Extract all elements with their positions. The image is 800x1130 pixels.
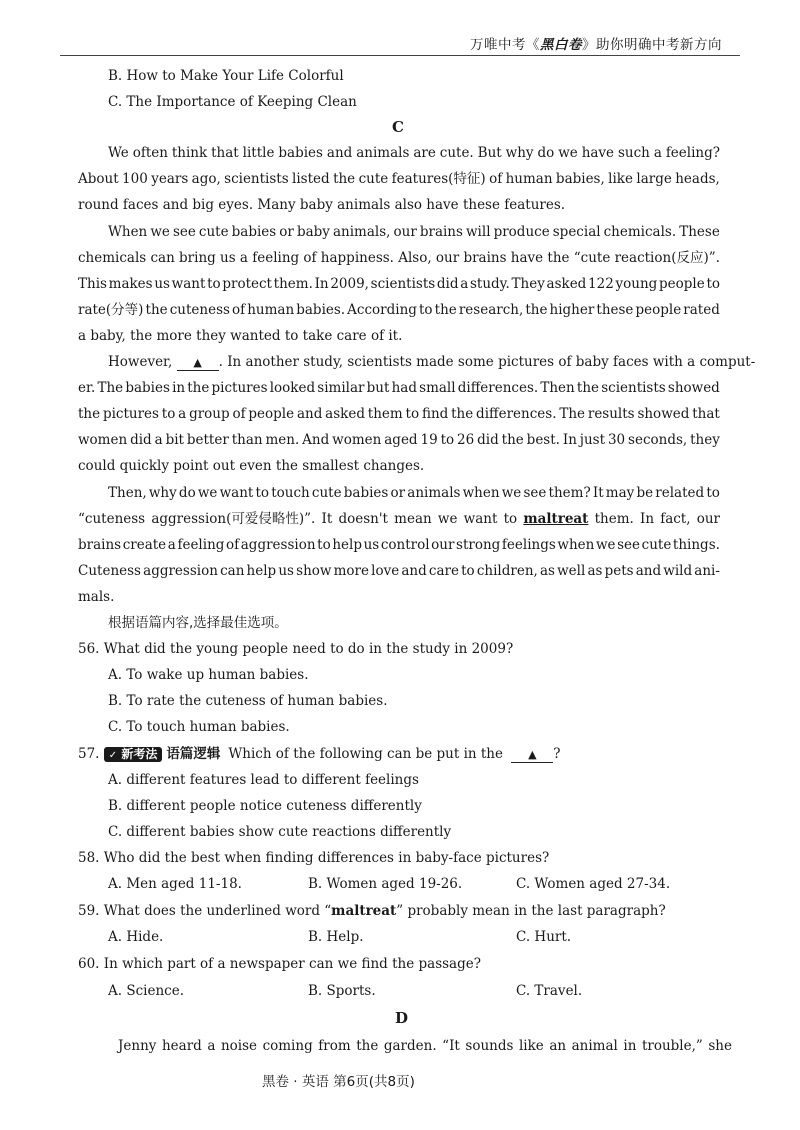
word: “cute [573, 250, 611, 266]
word: aggression [143, 563, 218, 579]
q58-option-c[interactable]: C. Women aged 27-34. [516, 876, 671, 892]
word: little [242, 145, 275, 161]
word: results [587, 406, 635, 422]
header-divider [60, 55, 740, 56]
word: similar [317, 380, 365, 396]
word: more [333, 563, 369, 579]
word: But [477, 145, 502, 161]
word: to [706, 276, 720, 292]
word: touch [271, 485, 310, 501]
word: The [97, 380, 124, 396]
passage-line-maltreat [78, 513, 720, 527]
word: asked [325, 406, 365, 422]
word: than [231, 432, 263, 448]
word: pictures [102, 406, 159, 422]
word: things. [672, 537, 720, 553]
word: may [605, 485, 635, 501]
word: And [302, 432, 330, 448]
word: see [617, 537, 641, 553]
triangle-marker-icon: ▲ [193, 356, 202, 369]
word: doesn't [338, 511, 388, 527]
q60-option-b[interactable]: B. Sports. [308, 983, 376, 999]
word: best. [526, 432, 560, 448]
word: have [581, 145, 615, 161]
word: trouble,” [641, 1038, 703, 1054]
word: be [636, 485, 654, 501]
passage-line [78, 539, 720, 553]
word: babies [278, 145, 323, 161]
word: human [247, 302, 295, 318]
word: ago, [191, 171, 221, 187]
word: did [477, 432, 499, 448]
word: and [326, 145, 353, 161]
word: showed [667, 380, 720, 396]
word: looked [269, 380, 316, 396]
word: babies, [555, 171, 605, 187]
word: rate(分等) [78, 302, 144, 318]
word: we [501, 485, 522, 501]
word: Jenny [118, 1038, 157, 1054]
prev-option-c: C. The Importance of Keeping Clean [108, 94, 357, 110]
word: cute. [439, 145, 474, 161]
word: cute [198, 224, 229, 240]
word: to [317, 537, 331, 553]
word: related [655, 485, 705, 501]
word: animals, [332, 224, 391, 240]
word: from [318, 1038, 351, 1054]
word: or [390, 485, 406, 501]
word: “It [442, 1038, 460, 1054]
word: us [363, 537, 380, 553]
word: the [501, 432, 524, 448]
passage-line: round faces and big eyes. Many baby animals also have these features. [78, 197, 566, 213]
word: listed [292, 171, 330, 187]
word: want [463, 511, 498, 527]
word: differences. [476, 406, 557, 422]
word: well [557, 563, 586, 579]
word: to [419, 302, 433, 318]
q59-option-b[interactable]: B. Help. [308, 929, 364, 945]
word: them [367, 406, 403, 422]
section-c-label: C [392, 118, 404, 136]
prev-option-b: B. How to Make Your Life Colorful [108, 68, 344, 84]
word: group [189, 406, 230, 422]
word: 2009, [330, 276, 369, 292]
word: to [503, 511, 518, 527]
word: the [451, 406, 474, 422]
word: in [172, 380, 186, 396]
shield-check-icon: ✓ [108, 750, 118, 761]
word: a [653, 145, 662, 161]
word: bring [179, 250, 216, 266]
word: and [635, 563, 662, 579]
word: feeling? [665, 145, 720, 161]
answer-blank [177, 356, 219, 371]
question-56-stem: 56. What did the young people need to do in the study in 2009? [78, 641, 514, 657]
page-footer: 黑卷 · 英语 第6页(共8页) [262, 1074, 415, 1090]
word: animals [407, 485, 461, 501]
q58-option-b[interactable]: B. Women aged 19-26. [308, 876, 463, 892]
word: see [523, 485, 547, 501]
word: produce [493, 224, 550, 240]
word: aged [384, 432, 418, 448]
word: sounds [465, 1038, 514, 1054]
word: to [255, 485, 270, 501]
word: About [78, 171, 119, 187]
word: people [635, 302, 682, 318]
word: features(特征) [391, 171, 486, 187]
word: brains [419, 224, 463, 240]
word: when [557, 537, 595, 553]
word: scientists [601, 380, 666, 396]
word: It [321, 511, 333, 527]
q59-option-c[interactable]: C. Hurt. [516, 929, 572, 945]
word: It [592, 485, 604, 501]
word: small [419, 380, 456, 396]
word: did [130, 432, 152, 448]
word: They [511, 276, 545, 292]
word: feeling [252, 250, 300, 266]
word: wild [663, 563, 693, 579]
word: showed [637, 406, 690, 422]
section-d-label: D [395, 1009, 409, 1027]
word: 26 [457, 432, 475, 448]
word: and [401, 563, 427, 579]
word: us [278, 563, 294, 579]
word: higher [549, 302, 595, 318]
word: babies [231, 224, 277, 240]
word: of [226, 537, 240, 553]
word: bit [165, 432, 184, 448]
word: want [171, 276, 206, 292]
word: as [539, 563, 555, 579]
word: In [314, 276, 329, 292]
word: cuteness [169, 302, 230, 318]
word: do [537, 145, 555, 161]
word: control [380, 537, 430, 553]
answer-blank [511, 748, 553, 763]
q58-option-a[interactable]: A. Men aged 11-18. [108, 876, 242, 892]
word: human [505, 171, 553, 187]
word: but [366, 380, 390, 396]
word: young [615, 276, 658, 292]
passage-line [78, 173, 720, 187]
word: 30 [607, 432, 626, 448]
word: the [576, 380, 600, 396]
passage-line [118, 1040, 732, 1054]
word: want [219, 485, 254, 501]
q58-options-row [108, 878, 720, 892]
word: as [587, 563, 603, 579]
word: special [552, 224, 601, 240]
word: We [108, 145, 129, 161]
word: like [518, 1038, 544, 1054]
question-57-stem: 57. ✓ 新考法 语篇逻辑 Which of the following can be put in the ▲ ? [78, 746, 561, 762]
question-59-stem: 59. What does the underlined word “maltreat” probably mean in the last paragraph? [78, 903, 666, 919]
word: will [466, 224, 491, 240]
word: the [525, 302, 548, 318]
q59-options-row [108, 931, 720, 945]
instruction: 根据语篇内容,选择最佳选项。 [108, 615, 288, 631]
word: Then, [108, 485, 147, 501]
word: baby [296, 224, 330, 240]
word: women [332, 432, 382, 448]
word: fact, [660, 511, 691, 527]
word: create [122, 537, 167, 553]
word: we [150, 224, 170, 240]
new-method-badge: ✓ 新考法 [104, 747, 163, 762]
passage-line [78, 408, 720, 422]
word: we [595, 537, 616, 553]
word: us [220, 250, 236, 266]
word: they [690, 432, 720, 448]
word: we [437, 511, 458, 527]
word: brains [463, 250, 507, 266]
word: cute [358, 171, 389, 187]
word: heard [161, 1038, 202, 1054]
word: our [393, 224, 417, 240]
word: that [692, 406, 720, 422]
word: differences. [457, 380, 539, 396]
passage-line [78, 434, 720, 448]
word: we [558, 145, 578, 161]
word: the [434, 302, 457, 318]
word: a [207, 1038, 216, 1054]
passage-line [108, 147, 720, 161]
word: to [440, 432, 455, 448]
word: do [178, 485, 196, 501]
word: aggression(可爱侵略性)”. [151, 511, 316, 527]
word: love [371, 563, 400, 579]
word: In [639, 511, 655, 527]
word: in [623, 1038, 637, 1054]
quoted-word-maltreat: maltreat [331, 903, 397, 919]
passage-line [78, 278, 720, 292]
word: scientists [370, 276, 436, 292]
word: that [211, 145, 239, 161]
q57-option-a[interactable]: A. different features lead to different feelings [108, 772, 419, 788]
word: large [636, 171, 672, 187]
word: why [505, 145, 534, 161]
word: chemicals. [603, 224, 677, 240]
word: to [706, 485, 720, 501]
word: This [78, 276, 107, 292]
word: 19 [420, 432, 438, 448]
word: us [154, 276, 170, 292]
word: of [303, 250, 317, 266]
passage-line [108, 487, 720, 501]
question-type-label: 语篇逻辑 [166, 746, 221, 762]
word: show [296, 563, 332, 579]
word: are [413, 145, 436, 161]
word: an [549, 1038, 567, 1054]
word: feeling [177, 537, 225, 553]
word: 122 [588, 276, 614, 292]
word: them? [548, 485, 591, 501]
word: people [659, 276, 705, 292]
word: garden. [383, 1038, 437, 1054]
word: pets [604, 563, 634, 579]
word: to [405, 406, 420, 422]
word: noise [220, 1038, 258, 1054]
word: to [461, 563, 475, 579]
word: of [232, 406, 246, 422]
passage-line-with-blank: However, ▲ . In another study, scientists made some pictures of baby faces with a comput- [108, 354, 756, 370]
word: she [708, 1038, 732, 1054]
word: When [108, 224, 148, 240]
word: Then [540, 380, 575, 396]
word: often [132, 145, 168, 161]
word: er. [78, 380, 96, 396]
passage-line: mals. [78, 589, 115, 605]
q57-option-c[interactable]: C. different babies show cute reactions differently [108, 824, 452, 840]
word: babies [343, 485, 389, 501]
word: protect [222, 276, 272, 292]
brand-name: 黑白卷 [540, 37, 582, 53]
word: scientists [224, 171, 289, 187]
passage-line [78, 252, 720, 266]
word: help [332, 537, 362, 553]
word: like [608, 171, 633, 187]
word: brains [78, 537, 122, 553]
triangle-marker-icon: ▲ [528, 748, 537, 761]
passage-line [78, 304, 720, 318]
word: of [232, 302, 246, 318]
word: “cuteness [78, 511, 146, 527]
word: strong [456, 537, 501, 553]
word: babies. [296, 302, 346, 318]
passage-line [108, 226, 720, 240]
word: our [431, 537, 455, 553]
word: just [579, 432, 606, 448]
word: According [347, 302, 417, 318]
q56-option-a[interactable]: A. To wake up human babies. [108, 667, 309, 683]
word: children, [476, 563, 538, 579]
word: study. [469, 276, 510, 292]
page-header: 万唯中考《黑白卷》助你明确中考新方向 [470, 37, 722, 53]
word: The [559, 406, 586, 422]
word: the [547, 250, 570, 266]
word: the [145, 302, 168, 318]
word: men. [265, 432, 300, 448]
word: aggression [240, 537, 316, 553]
word: find [421, 406, 449, 422]
word: cute [641, 537, 672, 553]
word: heads, [675, 171, 720, 187]
word: care [428, 563, 459, 579]
question-60-stem: 60. In which part of a newspaper can we find the passage? [78, 956, 481, 972]
word: we [197, 485, 218, 501]
word: the [333, 171, 356, 187]
word: to [207, 276, 221, 292]
word: In [562, 432, 577, 448]
word: research, [458, 302, 524, 318]
passage-line: a baby, the more they wanted to take care of it. [78, 328, 403, 344]
word: reaction(反应)”. [614, 250, 720, 266]
underlined-word-maltreat: maltreat [523, 511, 589, 527]
word: had [391, 380, 417, 396]
word: Also, [398, 250, 432, 266]
word: when [462, 485, 500, 501]
word: cute [311, 485, 342, 501]
word: makes [108, 276, 153, 292]
passage-line [78, 565, 720, 579]
word: think [171, 145, 208, 161]
word: can [220, 563, 245, 579]
word: of [489, 171, 503, 187]
word: them. [594, 511, 634, 527]
question-58-stem: 58. Who did the best when finding differences in baby-face pictures? [78, 850, 550, 866]
word: a [460, 276, 469, 292]
q60-options-row [108, 985, 720, 999]
word: years [151, 171, 189, 187]
word: pictures [211, 380, 268, 396]
word: ani- [694, 563, 720, 579]
word: coming [262, 1038, 313, 1054]
word: see [172, 224, 196, 240]
word: people [248, 406, 295, 422]
q60-option-a[interactable]: A. Science. [108, 983, 184, 999]
word: the [78, 406, 101, 422]
word: 100 [122, 171, 148, 187]
word: did [436, 276, 459, 292]
word: babies [125, 380, 170, 396]
word: asked [546, 276, 587, 292]
word: better [186, 432, 229, 448]
q60-option-c[interactable]: C. Travel. [516, 983, 583, 999]
word: and [296, 406, 323, 422]
word: These [679, 224, 720, 240]
q56-option-c[interactable]: C. To touch human babies. [108, 719, 290, 735]
word: seconds, [628, 432, 688, 448]
word: help [246, 563, 277, 579]
passage-line: could quickly point out even the smallest changes. [78, 458, 425, 474]
q59-option-a[interactable]: A. Hide. [108, 929, 164, 945]
word: a [239, 250, 248, 266]
word: our [696, 511, 720, 527]
word: to [161, 406, 176, 422]
word: have [510, 250, 544, 266]
word: a [154, 432, 163, 448]
word: mean [394, 511, 432, 527]
word: animals [356, 145, 410, 161]
word: animal [571, 1038, 618, 1054]
passage-line [78, 382, 720, 396]
word: rated [683, 302, 720, 318]
word: them. [273, 276, 313, 292]
word: can [150, 250, 175, 266]
word: Cuteness [78, 563, 141, 579]
word: these [596, 302, 634, 318]
word: the [187, 380, 210, 396]
word: our [435, 250, 460, 266]
q57-option-b[interactable]: B. different people notice cuteness differently [108, 798, 422, 814]
word: or [279, 224, 294, 240]
word: such [617, 145, 650, 161]
q56-option-b[interactable]: B. To rate the cuteness of human babies. [108, 693, 388, 709]
word: happiness. [320, 250, 394, 266]
word: a [178, 406, 187, 422]
word: feelings [501, 537, 556, 553]
word: a [167, 537, 176, 553]
word: the [356, 1038, 379, 1054]
word: why [148, 485, 177, 501]
word: chemicals [78, 250, 147, 266]
word: women [78, 432, 128, 448]
